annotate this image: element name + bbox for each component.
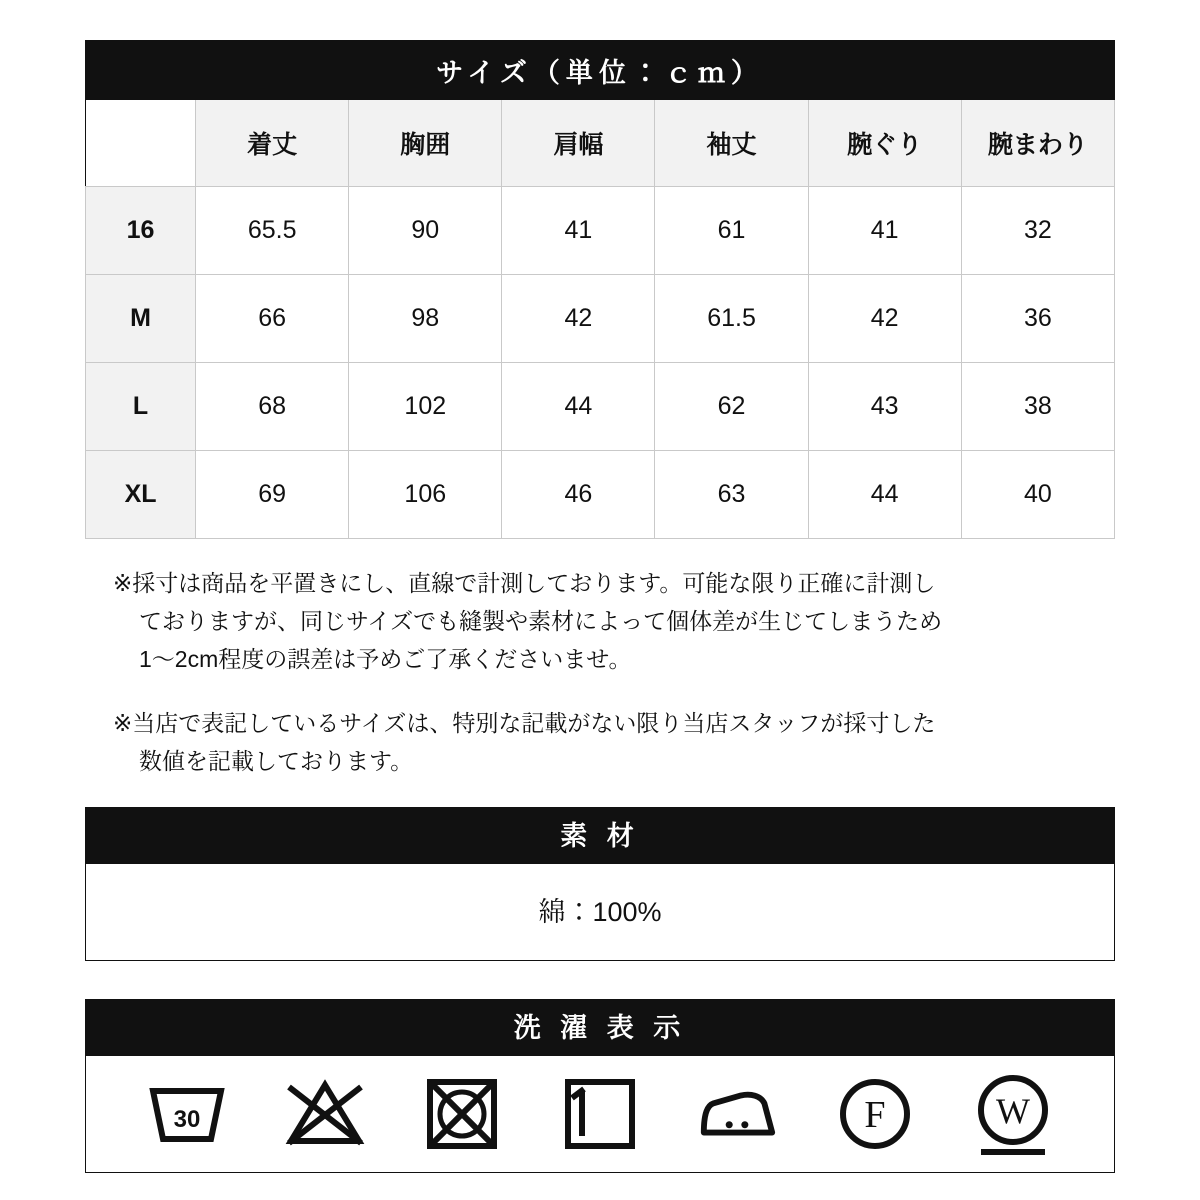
material-value: 綿：100% [86, 864, 1114, 960]
note-1-line-1: ※採寸は商品を平置きにし、直線で計測しております。可能な限り正確に計測し [113, 570, 936, 596]
note-1-line-3: 1〜2cm程度の誤差は予めご了承くださいませ。 [139, 645, 632, 672]
svg-text:F: F [864, 1093, 886, 1136]
svg-text:30: 30 [173, 1105, 201, 1133]
note-2-line-1: ※当店で表記しているサイズは、特別な記載がない限り当店スタッフが採寸した [113, 709, 936, 736]
cell-0-4: 41 [808, 187, 961, 275]
column-header-2: 肩幅 [502, 100, 655, 187]
material-block [85, 807, 1115, 961]
no-bleach-icon [283, 1072, 367, 1156]
dry-clean-f-icon [833, 1072, 917, 1156]
column-header-0: 着丈 [196, 100, 349, 187]
cell-0-1: 90 [349, 187, 502, 275]
cell-3-1: 106 [349, 451, 502, 539]
material-title: 素 材 [86, 808, 1114, 864]
row-header-size: L [86, 363, 196, 451]
table-row [86, 187, 1115, 275]
size-table-title-row [86, 41, 1115, 100]
size-table [85, 40, 1115, 539]
size-table-corner-cell [86, 100, 196, 187]
cell-0-2: 41 [502, 187, 655, 275]
care-icon-row [86, 1056, 1114, 1172]
row-header-size: XL [86, 451, 196, 539]
cell-3-3: 63 [655, 451, 808, 539]
cell-0-5: 32 [961, 187, 1114, 275]
care-block [85, 999, 1115, 1173]
cell-1-0: 66 [196, 275, 349, 363]
cell-3-0: 69 [196, 451, 349, 539]
wet-clean-w-icon [971, 1072, 1055, 1156]
cell-2-4: 43 [808, 363, 961, 451]
note-measurement [113, 565, 1115, 679]
drip-dry-line-icon [558, 1072, 642, 1156]
cell-1-5: 36 [961, 275, 1114, 363]
cell-3-5: 40 [961, 451, 1114, 539]
note-store-sizing [113, 705, 1115, 781]
size-table-header-row [86, 100, 1115, 187]
column-header-4: 腕ぐり [808, 100, 961, 187]
cell-2-1: 102 [349, 363, 502, 451]
size-table-title: サイズ（単位：ｃｍ） [86, 41, 1115, 100]
note-1-line-2: ておりますが、同じサイズでも縫製や素材によって個体差が生じてしまうため [139, 607, 943, 634]
cell-2-3: 62 [655, 363, 808, 451]
cell-1-1: 98 [349, 275, 502, 363]
cell-2-0: 68 [196, 363, 349, 451]
cell-2-2: 44 [502, 363, 655, 451]
column-header-1: 胸囲 [349, 100, 502, 187]
table-row [86, 451, 1115, 539]
cell-0-3: 61 [655, 187, 808, 275]
cell-1-4: 42 [808, 275, 961, 363]
column-header-3: 袖丈 [655, 100, 808, 187]
iron-low-icon [696, 1072, 780, 1156]
column-header-5: 腕まわり [961, 100, 1114, 187]
table-row [86, 275, 1115, 363]
cell-3-4: 44 [808, 451, 961, 539]
cell-2-5: 38 [961, 363, 1114, 451]
row-header-size: M [86, 275, 196, 363]
cell-3-2: 46 [502, 451, 655, 539]
svg-text:W: W [996, 1090, 1031, 1131]
note-2-line-2: 数値を記載しております。 [139, 747, 414, 774]
wash-30-icon [145, 1072, 229, 1156]
cell-1-2: 42 [502, 275, 655, 363]
no-tumble-dry-icon [420, 1072, 504, 1156]
cell-1-3: 61.5 [655, 275, 808, 363]
table-row [86, 363, 1115, 451]
row-header-size: 16 [86, 187, 196, 275]
cell-0-0: 65.5 [196, 187, 349, 275]
care-title: 洗 濯 表 示 [86, 1000, 1114, 1056]
measurement-notes [85, 565, 1115, 781]
